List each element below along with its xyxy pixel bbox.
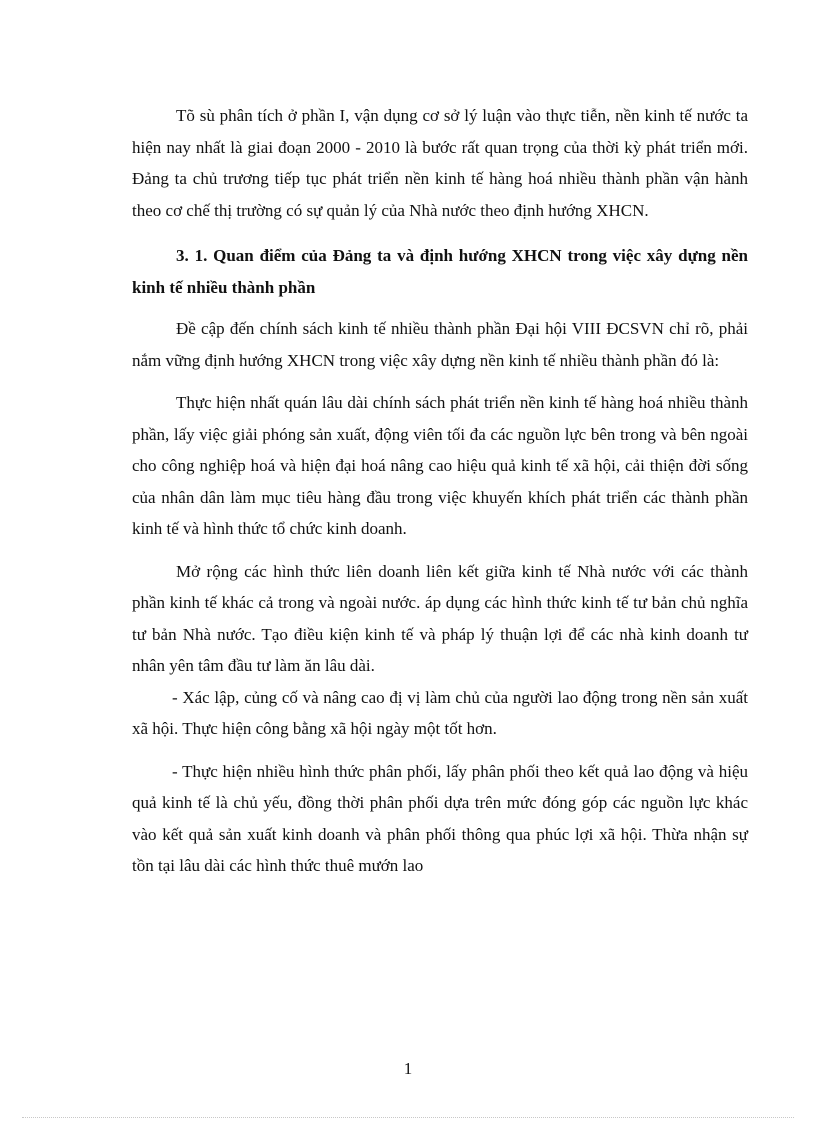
page-divider	[22, 1117, 794, 1118]
paragraph-congress: Đề cập đến chính sách kinh tế nhiều thành phần Đại hội VIII ĐCSVN chỉ rõ, phải nắm vững định hướng XHCN trong việc xây dựng nền kinh tế nhiều thành phần đó là:	[132, 319, 748, 370]
paragraph-intro: Tõ sù phân tích ở phần I, vận dụng cơ sở lý luận vào thực tiễn, nền kinh tế nước ta hiện nay nhất là giai đoạn 2000 - 2010 là bước rất quan trọng của thời kỳ phát triển mới. Đảng ta chủ trương tiếp tục phát triển nền kinh tế hàng hoá nhiều thành phần vận hành theo cơ chế thị trường có sự quản lý của Nhà nước theo định hướng XHCN.	[132, 106, 748, 220]
paragraph-bullet-distribution: - Thực hiện nhiều hình thức phân phối, lấy phân phối theo kết quả lao động và hiệu quả kinh tế là chủ yếu, đồng thời phân phối dựa trên mức đóng góp các nguồn lực khác vào kết quả sản xuất kinh doanh và phân phối thông qua phúc lợi xã hội. Thừa nhận sự tồn tại lâu dài các hình thức thuê mướn lao	[132, 761, 748, 875]
paragraph-joint-venture: Mở rộng các hình thức liên doanh liên kết giữa kinh tế Nhà nước với các thành phần kinh tế khác cả trong và ngoài nước. áp dụng các hình thức kinh tế tư bản chủ nghĩa tư bản Nhà nước. Tạo điều kiện kinh tế và pháp lý thuận lợi để các nhà kinh doanh tư nhân yên tâm đầu tư làm ăn lâu dài.	[132, 561, 748, 675]
paragraph-policy: Thực hiện nhất quán lâu dài chính sách phát triển nền kinh tế hàng hoá nhiều thành phần, lấy việc giải phóng sản xuất, động viên tối đa các nguồn lực bên trong và bên ngoài cho công nghiệp hoá và hiện đại hoá nâng cao hiệu quả kinh tế xã hội, cải thiện đời sống của nhân dân làm mục tiêu hàng đầu trong việc khuyến khích phát triển các thành phần kinh tế và hình thức tổ chức kinh doanh.	[132, 393, 748, 538]
paragraph-bullet-ownership: - Xác lập, củng cố và nâng cao đị vị làm chủ của người lao động trong nền sản xuất xã hội. Thực hiện công bằng xã hội ngày một tốt hơn.	[132, 687, 748, 738]
document-body	[132, 100, 748, 882]
page-number: 1	[403, 1059, 413, 1078]
section-heading: 3. 1. Quan điểm của Đảng ta và định hướng XHCN trong việc xây dựng nền kinh tế nhiều thành phần	[132, 246, 748, 297]
